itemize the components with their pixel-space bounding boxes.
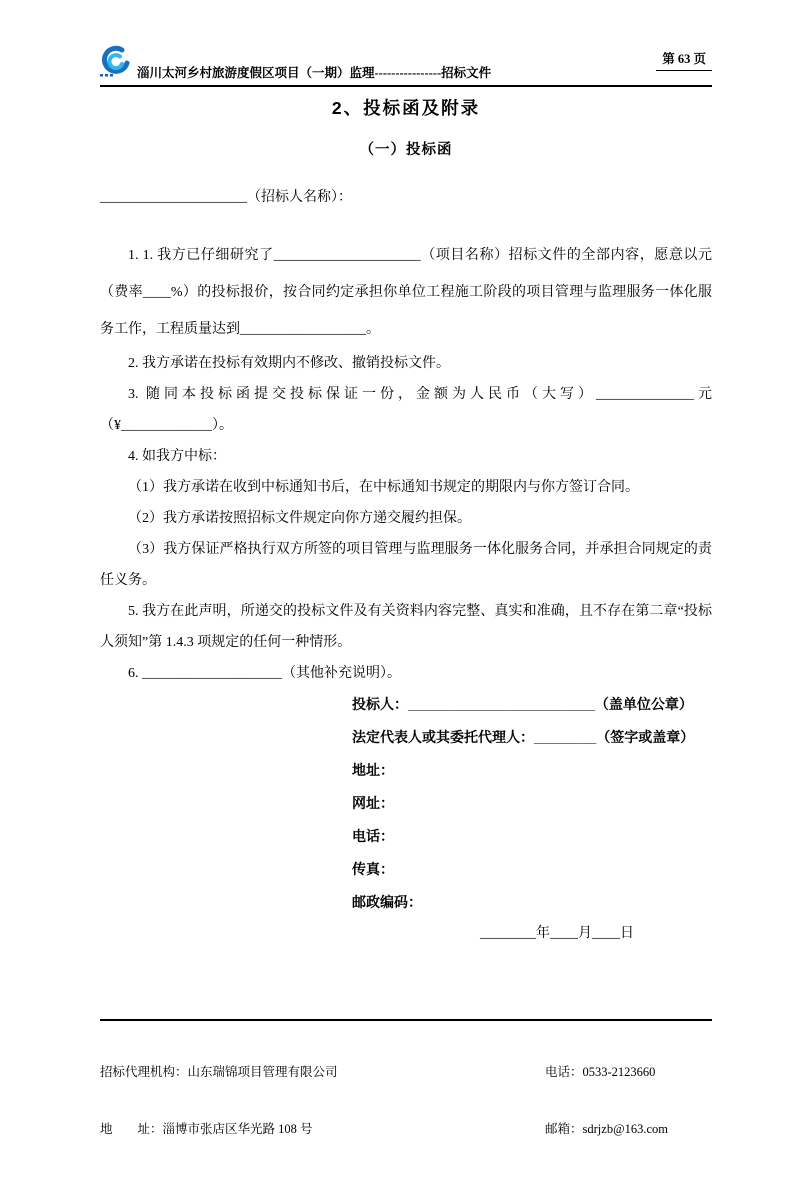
date-line: ________年____月____日 <box>480 926 634 941</box>
footer-agency-line <box>100 1063 338 1082</box>
page-footer <box>100 1019 712 1136</box>
footer-email-line <box>545 1120 668 1139</box>
footer-address-line <box>100 1120 338 1139</box>
paragraph-4-sub-1: （1）我方承诺在收到中标通知书后，在中标通知书规定的期限内与你方签订合同。 <box>128 480 639 495</box>
footer-phone-label: 电话： <box>545 1065 583 1079</box>
footer-agency-name: 山东瑞锦项目管理有限公司 <box>187 1065 338 1079</box>
phone-line: 电话： <box>352 828 394 844</box>
paragraph-4-sub-2: （2）我方承诺按照招标文件规定向你方递交履约担保。 <box>128 511 471 526</box>
addressee-blank-field: _____________________ <box>100 190 247 205</box>
legal-representative-line: 法定代表人或其委托代理人：________（签字或盖章） <box>352 729 695 745</box>
addressee-label: （招标人名称）： <box>247 190 352 205</box>
paragraph-2: 2. 我方承诺在投标有效期内不修改、撤销投标文件。 <box>128 356 450 371</box>
paragraph-4: 4. 如我方中标： <box>128 449 226 464</box>
letter-body <box>100 237 712 689</box>
doc-subtitle: （一）投标函 <box>359 142 453 158</box>
page-number: 第 63 页 <box>656 49 712 71</box>
paragraph-5: 5. 我方在此声明，所递交的投标文件及有关资料内容完整、真实和准确，且不存在第二章“投标人须知”第 1.4.3 项规定的任何一种情形。 <box>100 604 712 650</box>
signature-block <box>352 690 694 946</box>
postal-code-line: 邮政编码： <box>352 894 422 910</box>
paragraph-6: 6. ____________________（其他补充说明）。 <box>128 666 401 681</box>
footer-agency-block <box>100 1025 338 1177</box>
footer-agency-label: 招标代理机构： <box>100 1065 188 1079</box>
paragraph-3: 3. 随同本投标函提交投标保证一份，金额为人民币（大写）______________元（¥_____________）。 <box>100 387 712 433</box>
paragraph-1-1: 1. 1. 我方已仔细研究了_____________________（项目名称）招标文件的全部内容，愿意以元（费率____%）的投标报价，按合同约定承担你单位工程施工阶段的项目管理与监理服务一体化服务工作，工程质量达到__________________。 <box>100 248 712 337</box>
paragraph-4-sub-3: （3）我方保证严格执行双方所签的项目管理与监理服务一体化服务合同，并承担合同规定的责任义务。 <box>100 542 712 588</box>
bidder-line: 投标人：________________________（盖单位公章） <box>352 696 693 712</box>
address-line: 地址： <box>352 762 394 778</box>
header-document-title: 淄川太河乡村旅游度假区项目（一期）监理----------------招标文件 <box>137 66 492 80</box>
footer-phone-line <box>545 1063 668 1082</box>
company-logo-icon <box>98 47 134 79</box>
addressee-line <box>100 188 352 208</box>
footer-contact-block <box>545 1025 668 1177</box>
footer-email-label: 邮箱： <box>545 1122 583 1136</box>
footer-address-label: 地 址： <box>100 1122 163 1136</box>
footer-phone-value: 0533-2123660 <box>582 1065 656 1079</box>
website-line: 网址： <box>352 795 394 811</box>
page-header <box>100 47 712 87</box>
fax-line: 传真： <box>352 861 394 877</box>
doc-title: 2、投标函及附录 <box>331 98 481 118</box>
footer-email-value: sdrjzb@163.com <box>582 1122 668 1136</box>
footer-address-value: 淄博市张店区华光路 108 号 <box>162 1122 313 1136</box>
